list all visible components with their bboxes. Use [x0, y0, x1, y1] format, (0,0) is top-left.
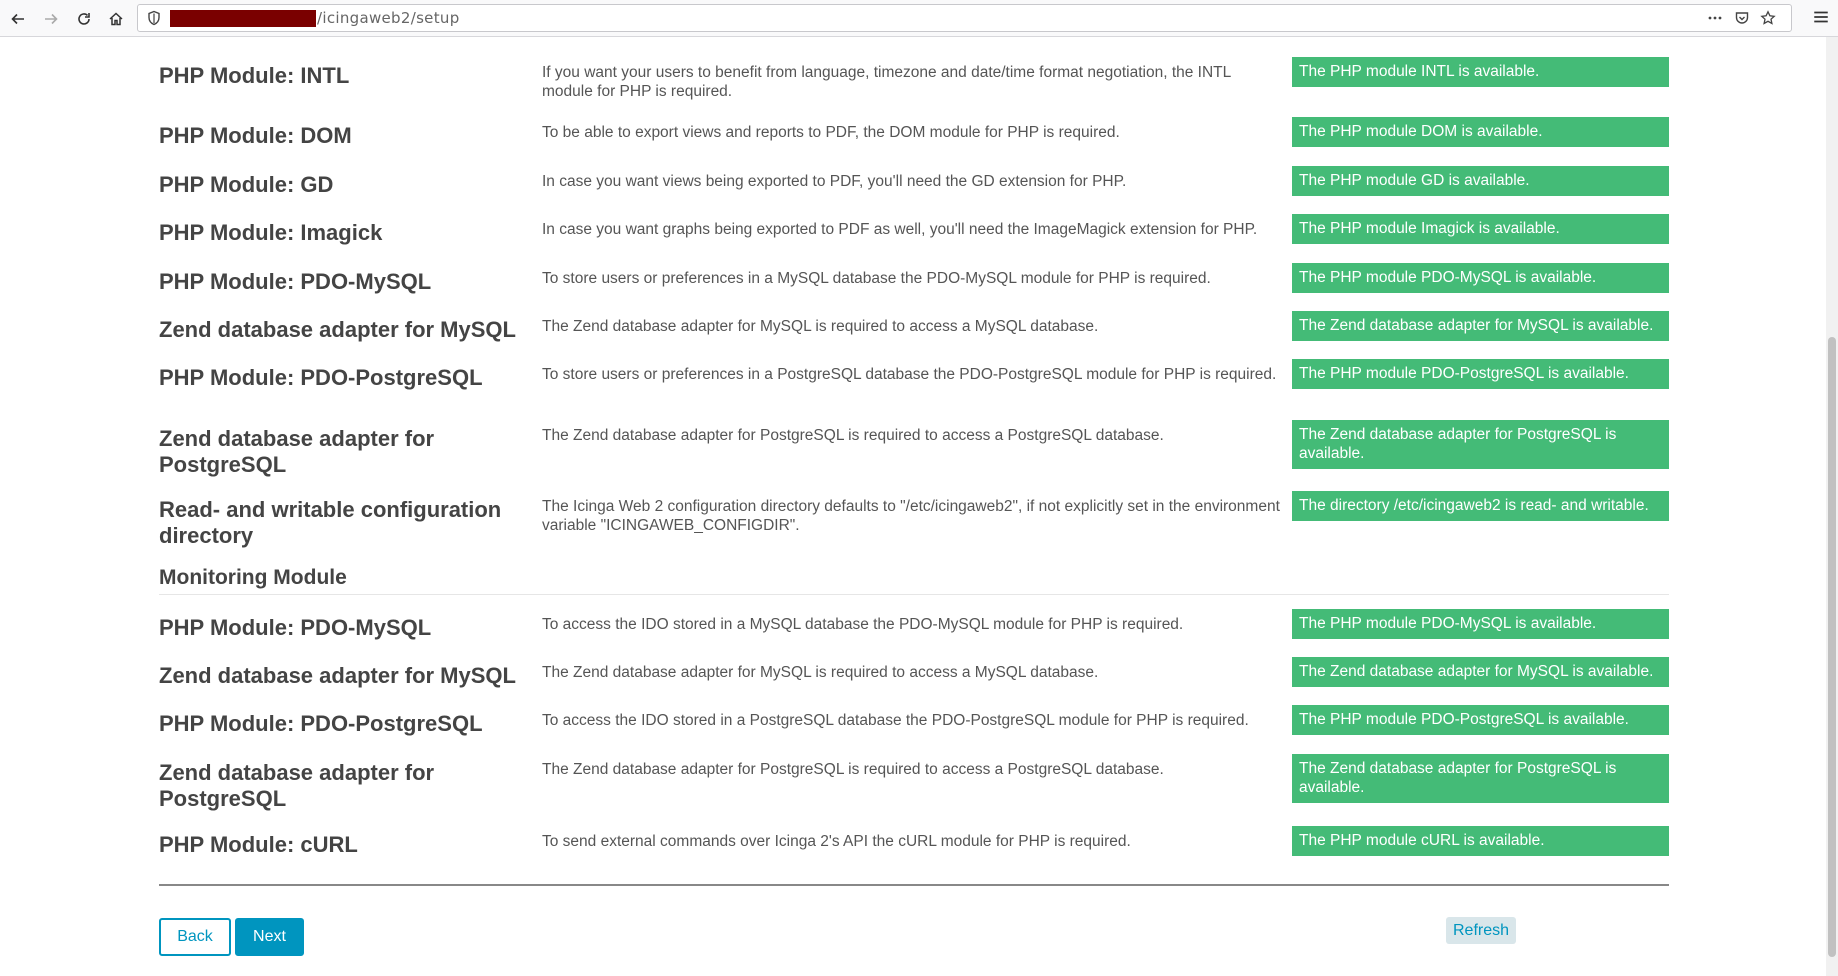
status-badge: The PHP module PDO-MySQL is available. [1292, 609, 1669, 639]
url-path: /icingaweb2/setup [317, 9, 460, 27]
requirement-title: PHP Module: DOM [159, 123, 352, 148]
requirement-description: To store users or preferences in a PostgreSQL database the PDO-PostgreSQL module for PHP is required. [542, 366, 1277, 383]
requirement-title: PHP Module: PDO-PostgreSQL [159, 365, 483, 390]
status-badge: The directory /etc/icingaweb2 is read- and writable. [1292, 491, 1669, 521]
status-badge: The PHP module cURL is available. [1292, 826, 1669, 856]
status-badge: The Zend database adapter for MySQL is available. [1292, 657, 1669, 687]
requirement-description: To send external commands over Icinga 2's API the cURL module for PHP is required. [542, 833, 1131, 850]
requirement-description: To store users or preferences in a MySQL database the PDO-MySQL module for PHP is required. [542, 270, 1211, 287]
back-arrow-icon[interactable] [6, 7, 30, 31]
requirement-description: If you want your users to benefit from language, timezone and date/time format negotiation, the INTL module for PHP is required. [542, 64, 1231, 100]
requirement-description: In case you want views being exported to PDF, you'll need the GD extension for PHP. [542, 173, 1127, 190]
requirement-title: PHP Module: PDO-MySQL [159, 615, 432, 640]
reload-icon[interactable] [72, 7, 96, 31]
setup-requirements-page [0, 37, 1826, 976]
page-scrollbar[interactable] [1826, 37, 1838, 976]
requirement-description: The Zend database adapter for MySQL is required to access a MySQL database. [542, 318, 1099, 335]
requirement-description: The Icinga Web 2 configuration directory defaults to "/etc/icingaweb2", if not explicitly set in the environment variable "ICINGAWEB_CONFIGDIR". [542, 498, 1280, 534]
status-badge: The PHP module Imagick is available. [1292, 214, 1669, 244]
status-badge: The PHP module PDO-PostgreSQL is available. [1292, 359, 1669, 389]
status-badge: The Zend database adapter for PostgreSQL is available. [1292, 754, 1669, 803]
bookmark-star-icon[interactable] [1758, 9, 1778, 27]
requirement-title: Zend database adapter for MySQL [159, 317, 516, 342]
status-badge: The PHP module INTL is available. [1292, 57, 1669, 87]
requirement-title: Read- and writable configuration directory [159, 497, 502, 548]
more-actions-icon[interactable] [1705, 9, 1725, 27]
requirement-title: PHP Module: PDO-PostgreSQL [159, 711, 483, 736]
next-button[interactable]: Next [235, 918, 304, 956]
status-badge: The Zend database adapter for MySQL is available. [1292, 311, 1669, 341]
requirement-title: Zend database adapter for PostgreSQL [159, 426, 435, 477]
requirement-description: The Zend database adapter for MySQL is required to access a MySQL database. [542, 664, 1099, 681]
pocket-icon[interactable] [1732, 9, 1752, 27]
requirement-title: Zend database adapter for PostgreSQL [159, 760, 435, 811]
redacted-host [170, 10, 316, 27]
divider [159, 884, 1669, 886]
requirement-title: PHP Module: PDO-MySQL [159, 269, 432, 294]
requirement-title: PHP Module: INTL [159, 63, 350, 88]
requirement-description: The Zend database adapter for PostgreSQL is required to access a PostgreSQL database. [542, 761, 1164, 778]
status-badge: The PHP module DOM is available. [1292, 117, 1669, 147]
requirement-title: PHP Module: GD [159, 172, 334, 197]
requirement-title: PHP Module: cURL [159, 832, 358, 857]
status-badge: The Zend database adapter for PostgreSQL is available. [1292, 420, 1669, 469]
status-badge: The PHP module GD is available. [1292, 166, 1669, 196]
home-icon[interactable] [104, 7, 128, 31]
forward-arrow-icon[interactable] [39, 7, 63, 31]
requirement-title: Zend database adapter for MySQL [159, 663, 516, 688]
address-bar[interactable] [137, 4, 1792, 32]
refresh-button[interactable]: Refresh [1446, 917, 1516, 944]
requirement-title: PHP Module: Imagick [159, 220, 383, 245]
requirement-description: To access the IDO stored in a PostgreSQL database the PDO-PostgreSQL module for PHP is required. [542, 712, 1249, 729]
requirement-description: In case you want graphs being exported to PDF as well, you'll need the ImageMagick extension for PHP. [542, 221, 1258, 238]
browser-toolbar [0, 0, 1838, 37]
status-badge: The PHP module PDO-MySQL is available. [1292, 263, 1669, 293]
status-badge: The PHP module PDO-PostgreSQL is available. [1292, 705, 1669, 735]
scrollbar-thumb[interactable] [1828, 337, 1836, 957]
requirement-description: The Zend database adapter for PostgreSQL is required to access a PostgreSQL database. [542, 427, 1164, 444]
requirement-description: To access the IDO stored in a MySQL database the PDO-MySQL module for PHP is required. [542, 616, 1184, 633]
tracking-shield-icon[interactable] [146, 10, 162, 26]
back-button[interactable]: Back [159, 918, 231, 956]
section-title-monitoring-module: Monitoring Module [159, 566, 1669, 595]
hamburger-menu-icon[interactable] [1812, 8, 1832, 28]
requirement-description: To be able to export views and reports to PDF, the DOM module for PHP is required. [542, 124, 1120, 141]
